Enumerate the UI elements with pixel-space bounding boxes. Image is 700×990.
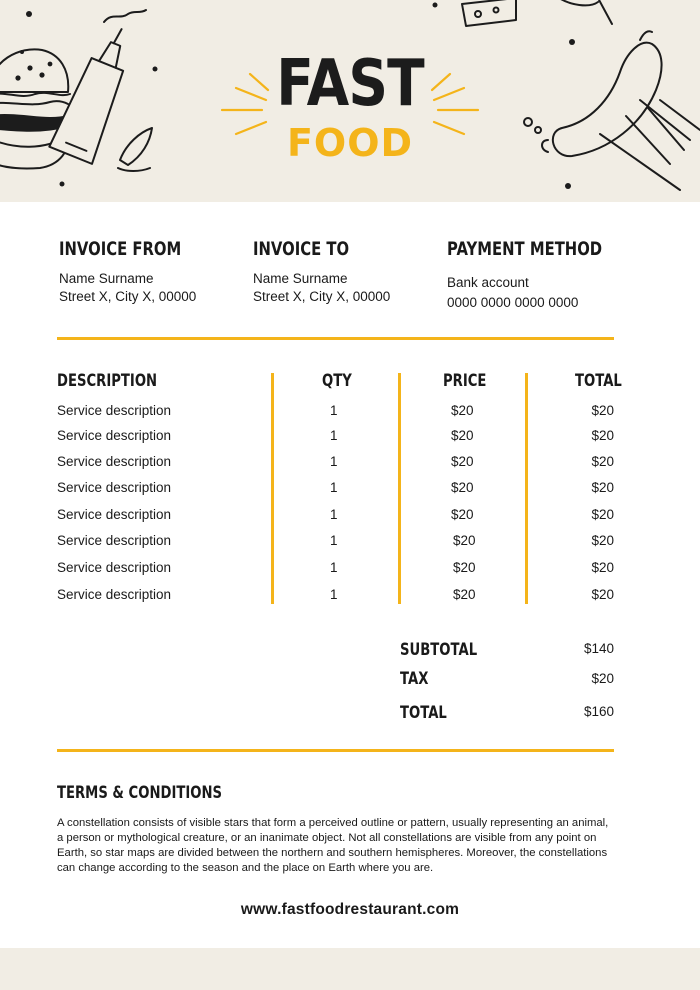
column-header-qty: QTY [322,371,352,390]
payment-account-number: 0000 0000 0000 0000 [447,295,579,310]
header-banner [0,0,700,202]
row-qty: 1 [330,428,338,443]
divider-top [57,337,614,340]
divider-bottom [57,749,614,752]
website-link[interactable]: www.fastfoodrestaurant.com [240,901,460,918]
row-description: Service description [57,428,172,443]
invoice-to-block [253,238,443,306]
invoice-from-block [59,238,249,306]
tax-label: TAX [400,669,429,688]
row-total: $20 [591,507,614,522]
payment-method-block [447,238,637,313]
logo-food: FOOD [286,121,414,165]
row-total: $20 [591,560,614,575]
column-header-price: PRICE [443,371,487,390]
row-total: $20 [591,533,614,548]
column-header-description: DESCRIPTION [57,371,158,390]
row-qty: 1 [330,560,338,575]
row-description: Service description [57,533,172,548]
invoice-from-title: INVOICE FROM [59,238,182,260]
total-value: $160 [583,704,614,719]
table-row [0,533,700,553]
total-label: TOTAL [400,703,447,722]
row-price: $20 [451,403,474,418]
row-qty: 1 [330,587,338,602]
invoice-from-address: Street X, City X, 00000 [59,289,197,304]
row-description: Service description [57,560,172,575]
invoice-to-name: Name Surname [253,271,348,286]
row-description: Service description [57,587,172,602]
row-price: $20 [451,454,474,469]
row-total: $20 [591,428,614,443]
row-qty: 1 [330,403,338,418]
footer-band [0,948,700,990]
row-description: Service description [57,454,172,469]
row-qty: 1 [330,480,338,495]
row-price: $20 [451,428,474,443]
invoice-to-title: INVOICE TO [253,238,350,260]
row-qty: 1 [330,507,338,522]
payment-method-title: PAYMENT METHOD [447,238,603,260]
row-total: $20 [591,403,614,418]
column-header-total: TOTAL [575,371,622,390]
row-description: Service description [57,480,172,495]
row-qty: 1 [330,454,338,469]
invoice-to-address: Street X, City X, 00000 [253,289,391,304]
table-row [0,403,700,423]
invoice-from-name: Name Surname [59,271,154,286]
row-total: $20 [591,454,614,469]
table-row [0,428,700,448]
row-price: $20 [453,560,476,575]
table-row [0,454,700,474]
logo-fast: FAST [276,47,424,121]
row-description: Service description [57,507,172,522]
table-row [0,560,700,580]
tax-value: $20 [591,671,614,686]
row-total: $20 [591,587,614,602]
row-price: $20 [453,587,476,602]
table-row [0,507,700,527]
row-total: $20 [591,480,614,495]
row-price: $20 [453,533,476,548]
subtotal-label: SUBTOTAL [400,640,478,659]
cheese-icon [462,0,612,26]
terms-text: A constellation consists of visible stars that form a perceived outline or pattern, usually representing an animal, a person or mythological creature, or an inanimate object. Not all constellations are visible from any point on Earth, so star maps are divided between the northern and southern hemispheres. Moreover, the constellations can change according to the season and the place on Earth where you are. [57,817,609,874]
row-price: $20 [451,507,474,522]
table-row [0,587,700,607]
payment-method-type: Bank account [447,275,529,290]
row-price: $20 [451,480,474,495]
subtotal-value: $140 [583,641,614,656]
row-qty: 1 [330,533,338,548]
row-description: Service description [57,403,172,418]
terms-title: TERMS & CONDITIONS [57,783,223,802]
table-row [0,480,700,500]
